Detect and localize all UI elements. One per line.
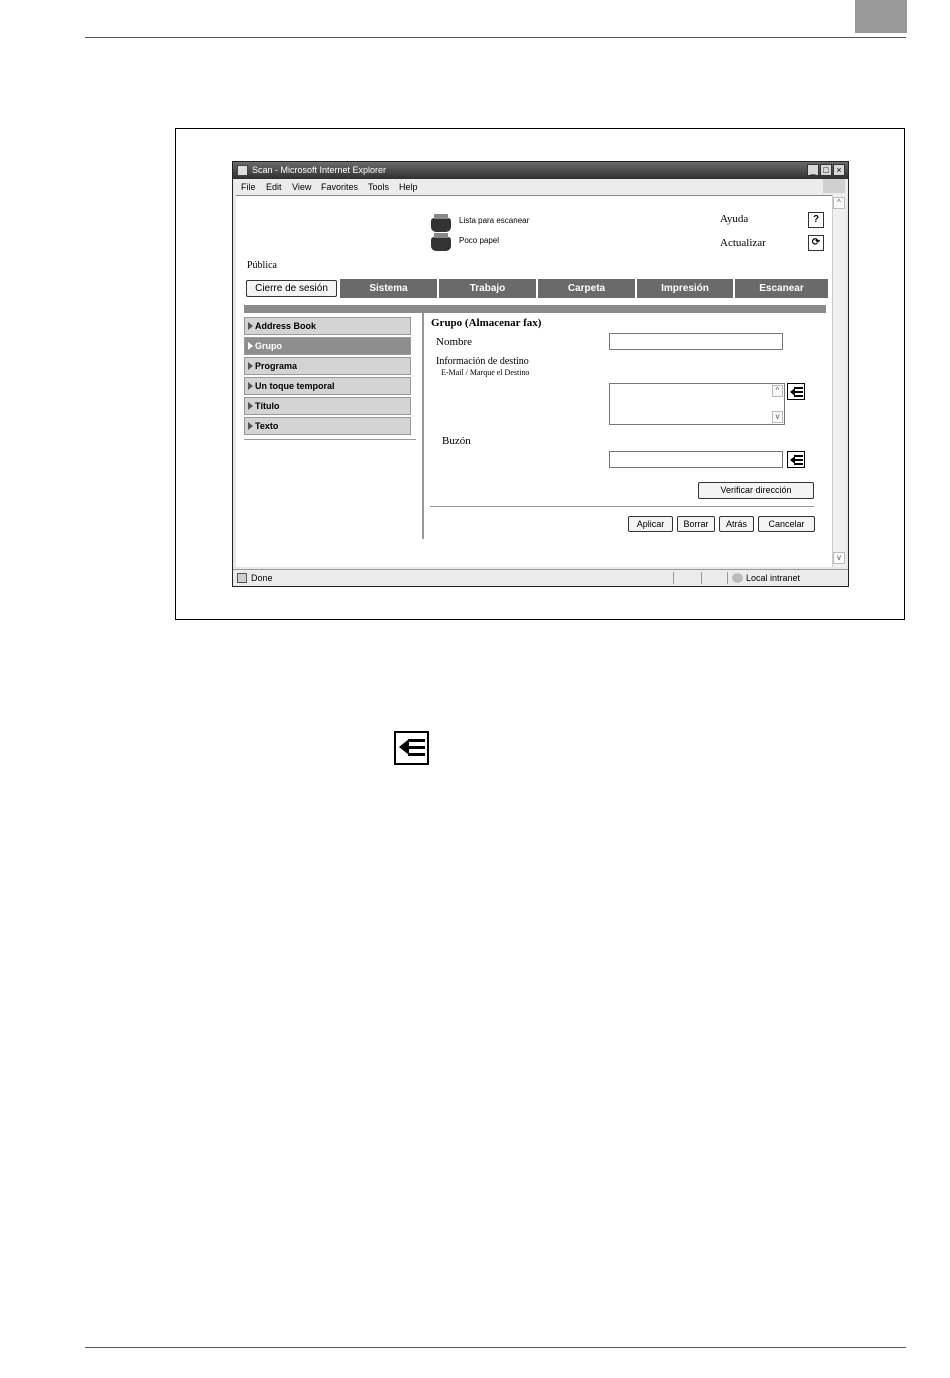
ie-icon: [237, 165, 248, 176]
window-title: Scan - Microsoft Internet Explorer: [252, 165, 387, 175]
minimize-button[interactable]: _: [807, 164, 819, 176]
sidebar-item-titulo[interactable]: [244, 397, 411, 415]
icon-line: [794, 391, 803, 393]
icon-line: [794, 463, 803, 465]
sidebar-item-label: Un toque temporal: [255, 381, 335, 391]
triangle-icon: [248, 342, 253, 350]
menu-edit[interactable]: Edit: [266, 182, 282, 192]
name-input[interactable]: [609, 333, 783, 350]
icon-line: [408, 753, 425, 756]
user-mode: Pública: [247, 260, 277, 271]
cancel-button[interactable]: Cancelar: [758, 516, 815, 532]
menu-file[interactable]: File: [241, 182, 256, 192]
menu-view[interactable]: View: [292, 182, 312, 192]
tab-impresion[interactable]: Impresión: [635, 279, 733, 298]
scroll-down-arrow[interactable]: v: [833, 552, 845, 564]
sidebar-item-programa[interactable]: [244, 357, 411, 375]
title-bar: [233, 162, 848, 179]
icon-line: [408, 746, 425, 749]
header-rule: [85, 37, 906, 38]
sidebar-item-texto[interactable]: [244, 417, 411, 435]
status-bar: [233, 569, 848, 586]
address-book-icon[interactable]: [787, 383, 805, 400]
sidebar-item-grupo[interactable]: [244, 337, 411, 355]
apply-button[interactable]: Aplicar: [628, 516, 673, 532]
triangle-icon: [248, 362, 253, 370]
mailbox-label: Buzón: [442, 435, 471, 447]
list-scroll-up-arrow[interactable]: ^: [772, 385, 783, 397]
page-content: [236, 195, 832, 567]
triangle-icon: [248, 322, 253, 330]
tab-escanear[interactable]: Escanear: [733, 279, 828, 298]
status-text: Done: [251, 573, 273, 583]
form-divider: [430, 506, 814, 507]
sidebar-divider: [244, 439, 416, 440]
dest-sub-label: E-Mail / Marque el Destino: [441, 368, 530, 377]
footer-rule: [85, 1347, 906, 1348]
intranet-globe-icon: [732, 573, 743, 583]
triangle-icon: [248, 422, 253, 430]
clear-button[interactable]: Borrar: [677, 516, 715, 532]
icon-line: [794, 387, 803, 389]
printer-ready-icon: [431, 218, 451, 232]
zone-text: Local intranet: [746, 573, 801, 583]
tab-carpeta[interactable]: Carpeta: [536, 279, 635, 298]
separator-bar: [244, 305, 826, 313]
menu-bar: [233, 179, 848, 195]
icon-line: [794, 459, 803, 461]
sidebar-item-label: Programa: [255, 361, 298, 371]
icon-line: [408, 739, 425, 742]
tab-trabajo[interactable]: Trabajo: [437, 279, 536, 298]
printer-paper-icon: [431, 237, 451, 251]
status-separator: [727, 572, 728, 584]
page-done-icon: [237, 573, 247, 583]
verify-address-button[interactable]: Verificar dirección: [698, 482, 814, 499]
menu-help[interactable]: Help: [399, 182, 418, 192]
maximize-button[interactable]: □: [820, 164, 832, 176]
windows-logo-icon: [823, 179, 845, 193]
mailbox-input[interactable]: [609, 451, 783, 468]
menu-favorites[interactable]: Favorites: [321, 182, 359, 192]
help-icon[interactable]: ?: [808, 212, 824, 228]
dest-label: Información de destino: [436, 356, 529, 367]
icon-line: [794, 455, 803, 457]
form-title: Grupo (Almacenar fax): [431, 317, 542, 329]
triangle-icon: [248, 382, 253, 390]
page-scrollbar[interactable]: [832, 195, 846, 567]
column-divider: [422, 313, 424, 539]
browser-window: [232, 161, 849, 587]
triangle-icon: [248, 402, 253, 410]
sidebar-item-label: Grupo: [255, 341, 282, 351]
status-separator: [673, 572, 674, 584]
sidebar-item-address-book[interactable]: [244, 317, 411, 335]
mailbox-address-icon[interactable]: [787, 451, 805, 468]
menu-tools[interactable]: Tools: [368, 182, 390, 192]
destination-list[interactable]: [609, 383, 785, 425]
sidebar-item-label: Título: [255, 401, 280, 411]
close-button[interactable]: ×: [833, 164, 845, 176]
logout-button[interactable]: Cierre de sesión: [246, 280, 337, 297]
refresh-label[interactable]: Actualizar: [720, 237, 766, 249]
name-label: Nombre: [436, 336, 473, 348]
status-paper: Poco papel: [459, 236, 500, 245]
address-book-icon-large: [394, 731, 429, 765]
list-scroll-down-arrow[interactable]: v: [772, 411, 783, 423]
page-corner-tab: [855, 0, 907, 33]
sidebar-item-label: Address Book: [255, 321, 317, 331]
sidebar-item-un-toque-temporal[interactable]: [244, 377, 411, 395]
scroll-up-arrow[interactable]: ^: [833, 197, 845, 209]
sidebar-item-label: Texto: [255, 421, 279, 431]
back-button[interactable]: Atrás: [719, 516, 754, 532]
status-ready: Lista para escanear: [459, 216, 530, 225]
refresh-icon[interactable]: ⟳: [808, 235, 824, 251]
tab-sistema[interactable]: Sistema: [338, 279, 437, 298]
help-label[interactable]: Ayuda: [720, 213, 749, 225]
status-separator: [701, 572, 702, 584]
icon-line: [794, 395, 803, 397]
